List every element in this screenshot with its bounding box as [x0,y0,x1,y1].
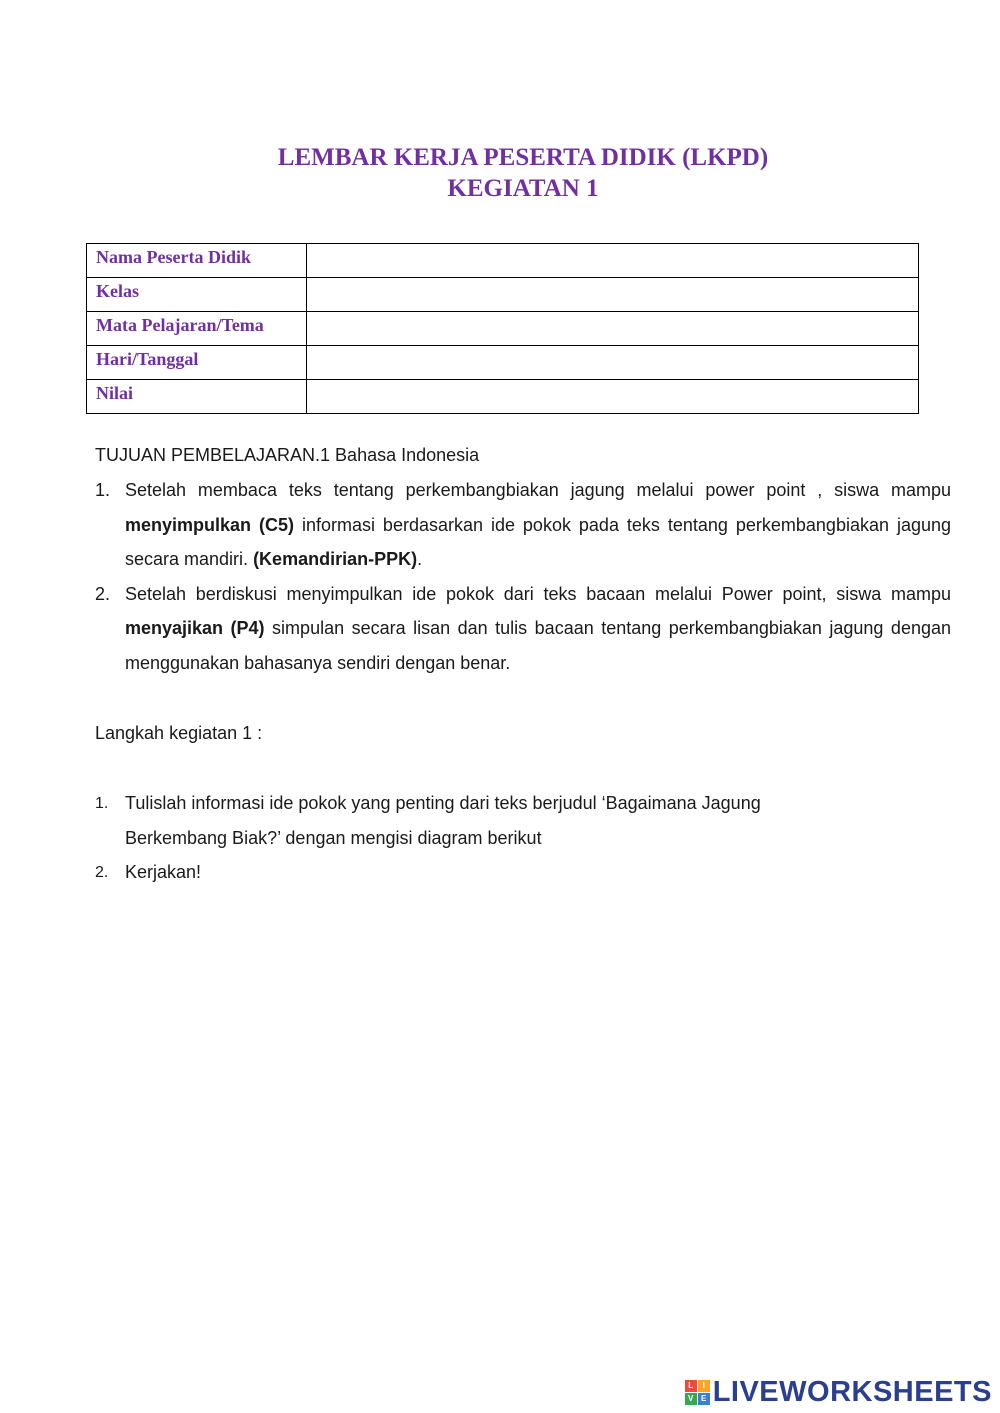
list-item-number: 1. [95,480,111,500]
row-value-nama[interactable] [307,244,919,278]
list-item [95,786,951,855]
logo-tile: L [685,1380,697,1392]
liveworksheets-brand[interactable] [685,1377,992,1407]
liveworksheets-logo-icon [685,1380,710,1405]
row-value-nilai[interactable] [307,380,919,414]
objectives-heading: TUJUAN PEMBELAJARAN.1 Bahasa Indonesia [95,445,480,465]
row-label-hari-tanggal: Hari/Tanggal [87,346,307,380]
logo-tile: E [698,1393,710,1405]
student-identity-table [86,243,919,414]
table-row [87,278,919,312]
list-item-bold: menyajikan (P4) [125,618,265,639]
table-row [87,244,919,278]
list-item-number: 2. [95,864,109,882]
steps-list [95,786,951,890]
list-item-text: Setelah berdiskusi menyimpulkan ide pokok dari teks bacaan melalui Power point, siswa mampu [125,583,951,604]
list-item [95,577,951,681]
table-row [87,380,919,414]
row-value-hari-tanggal[interactable] [307,346,919,380]
row-label-mata-pelajaran: Mata Pelajaran/Tema [87,312,307,346]
objectives-list [95,473,951,681]
worksheet-title [0,142,1000,204]
list-item-bold: (Kemandirian-PPK) [253,549,418,570]
list-item-text: Setelah membaca teks tentang perkembangbiakan jagung melalui power point , siswa mampu [125,480,951,500]
brand-name: LIVEWORKSHEETS [712,1376,992,1408]
table-row [87,346,919,380]
row-value-kelas[interactable] [307,278,919,312]
table-row [87,312,919,346]
row-label-nama: Nama Peserta Didik [87,244,307,278]
row-label-nilai: Nilai [87,380,307,414]
list-item-text: Kerjakan! [125,862,202,883]
row-label-kelas: Kelas [87,278,307,312]
steps-heading: Langkah kegiatan 1 : [95,723,263,743]
list-item-number: 2. [95,583,111,604]
row-value-mata-pelajaran[interactable] [307,312,919,346]
title-line-1: LEMBAR KERJA PESERTA DIDIK (LKPD) [277,144,769,171]
list-item-text: . [417,549,423,570]
list-item-text: simpulan secara lisan dan tulis bacaan tentang perkembangbiakan jagung dengan menggunakan bahasanya sendiri dengan benar. [125,618,951,673]
logo-tile: I [698,1380,710,1392]
list-item-number: 1. [95,795,109,812]
title-line-2: KEGIATAN 1 [447,175,599,202]
list-item [95,473,951,577]
list-item-text: Tulislah informasi ide pokok yang penting dari teks berjudul ‘Bagaimana Jagung Berkembang Biak?’ dengan mengisi diagram berikut [125,793,761,848]
list-item-bold: menyimpulkan (C5) [125,514,294,535]
list-item-text: informasi berdasarkan ide pokok pada teks tentang perkembangbiakan jagung secara mandiri. [125,514,951,570]
logo-tile: V [685,1393,697,1405]
list-item [95,855,951,890]
